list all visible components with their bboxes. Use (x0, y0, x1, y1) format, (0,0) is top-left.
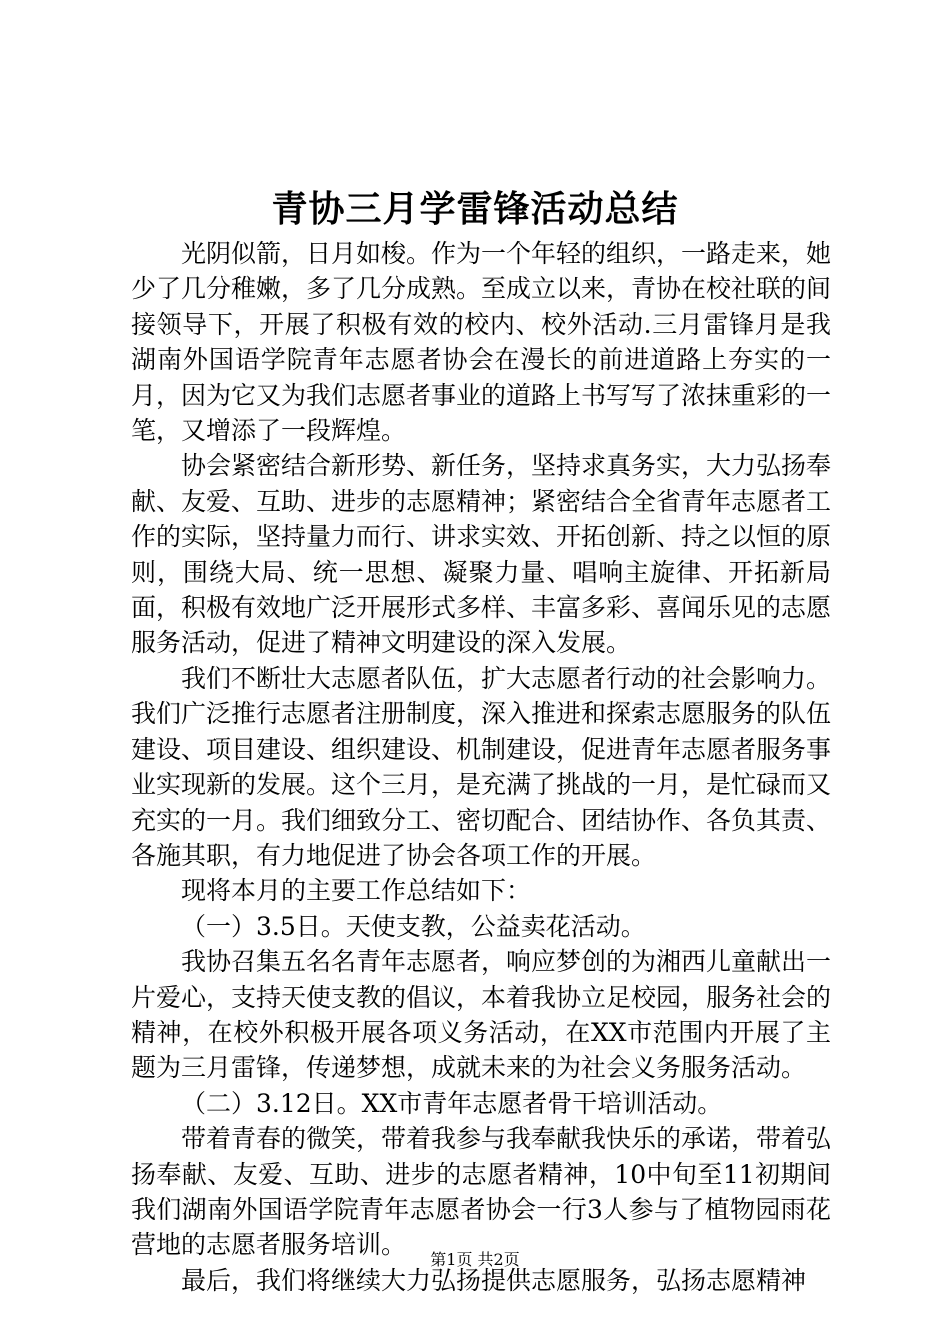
document-body (131, 236, 831, 1298)
paragraph: 光阴似箭，日月如梭。作为一个年轻的组织，一路走来，她少了几分稚嫩，多了几分成熟。至成立以来，青协在校社联的间接领导下，开展了积极有效的校内、校外活动.三月雷锋月是我湖南外国语学院青年志愿者协会在漫长的前进道路上夯实的一月，因为它又为我们志愿者事业的道路上书写写了浓抹重彩的一笔，又增添了一段辉煌。 (131, 239, 832, 446)
section-heading: （一）3.5日。天使支教，公益卖花活动。 (181, 911, 646, 941)
paragraph: 带着青春的微笑，带着我参与我奉献我快乐的承诺，带着弘扬奉献、友爱、互助、进步的志愿者精神，10中旬至11初期间我们湖南外国语学院青年志愿者协会一行3人参与了植物园雨花营地的志愿者服务培训。 (131, 1124, 832, 1260)
paragraph: 我协召集五名名青年志愿者，响应梦创的为湘西儿童献出一片爱心，支持天使支教的倡议，本着我协立足校园，服务社会的精神，在校外积极开展各项义务活动，在XX市范围内开展了主题为三月雷锋，传递梦想，成就未来的为社会义务服务活动。 (131, 947, 832, 1083)
paragraph: 协会紧密结合新形势、新任务，坚持求真务实，大力弘扬奉献、友爱、互助、进步的志愿精神；紧密结合全省青年志愿者工作的实际，坚持量力而行、讲求实效、开拓创新、持之以恒的原则，围绕大局、统一思想、凝聚力量、唱响主旋律、开拓新局面，积极有效地广泛开展形式多样、丰富多彩、喜闻乐见的志愿服务活动，促进了精神文明建设的深入发展。 (131, 451, 832, 658)
section-heading: （二）3.12日。XX市青年志愿者骨干培训活动。 (181, 1088, 723, 1118)
document-title: 青协三月学雷锋活动总结 (271, 188, 679, 230)
page-number-footer: 第1页 共2页 (430, 1250, 520, 1269)
paragraph: 最后，我们将继续大力弘扬提供志愿服务，弘扬志愿精神 (181, 1265, 807, 1295)
paragraph: 我们不断壮大志愿者队伍，扩大志愿者行动的社会影响力。我们广泛推行志愿者注册制度，深入推进和探索志愿服务的队伍建设、项目建设、组织建设、机制建设，促进青年志愿者服务事业实现新的发展。这个三月，是充满了挑战的一月，是忙碌而又充实的一月。我们细致分工、密切配合、团结协作、各负其责、各施其职，有力地促进了协会各项工作的开展。 (131, 663, 832, 870)
paragraph: 现将本月的主要工作总结如下： (181, 876, 532, 906)
